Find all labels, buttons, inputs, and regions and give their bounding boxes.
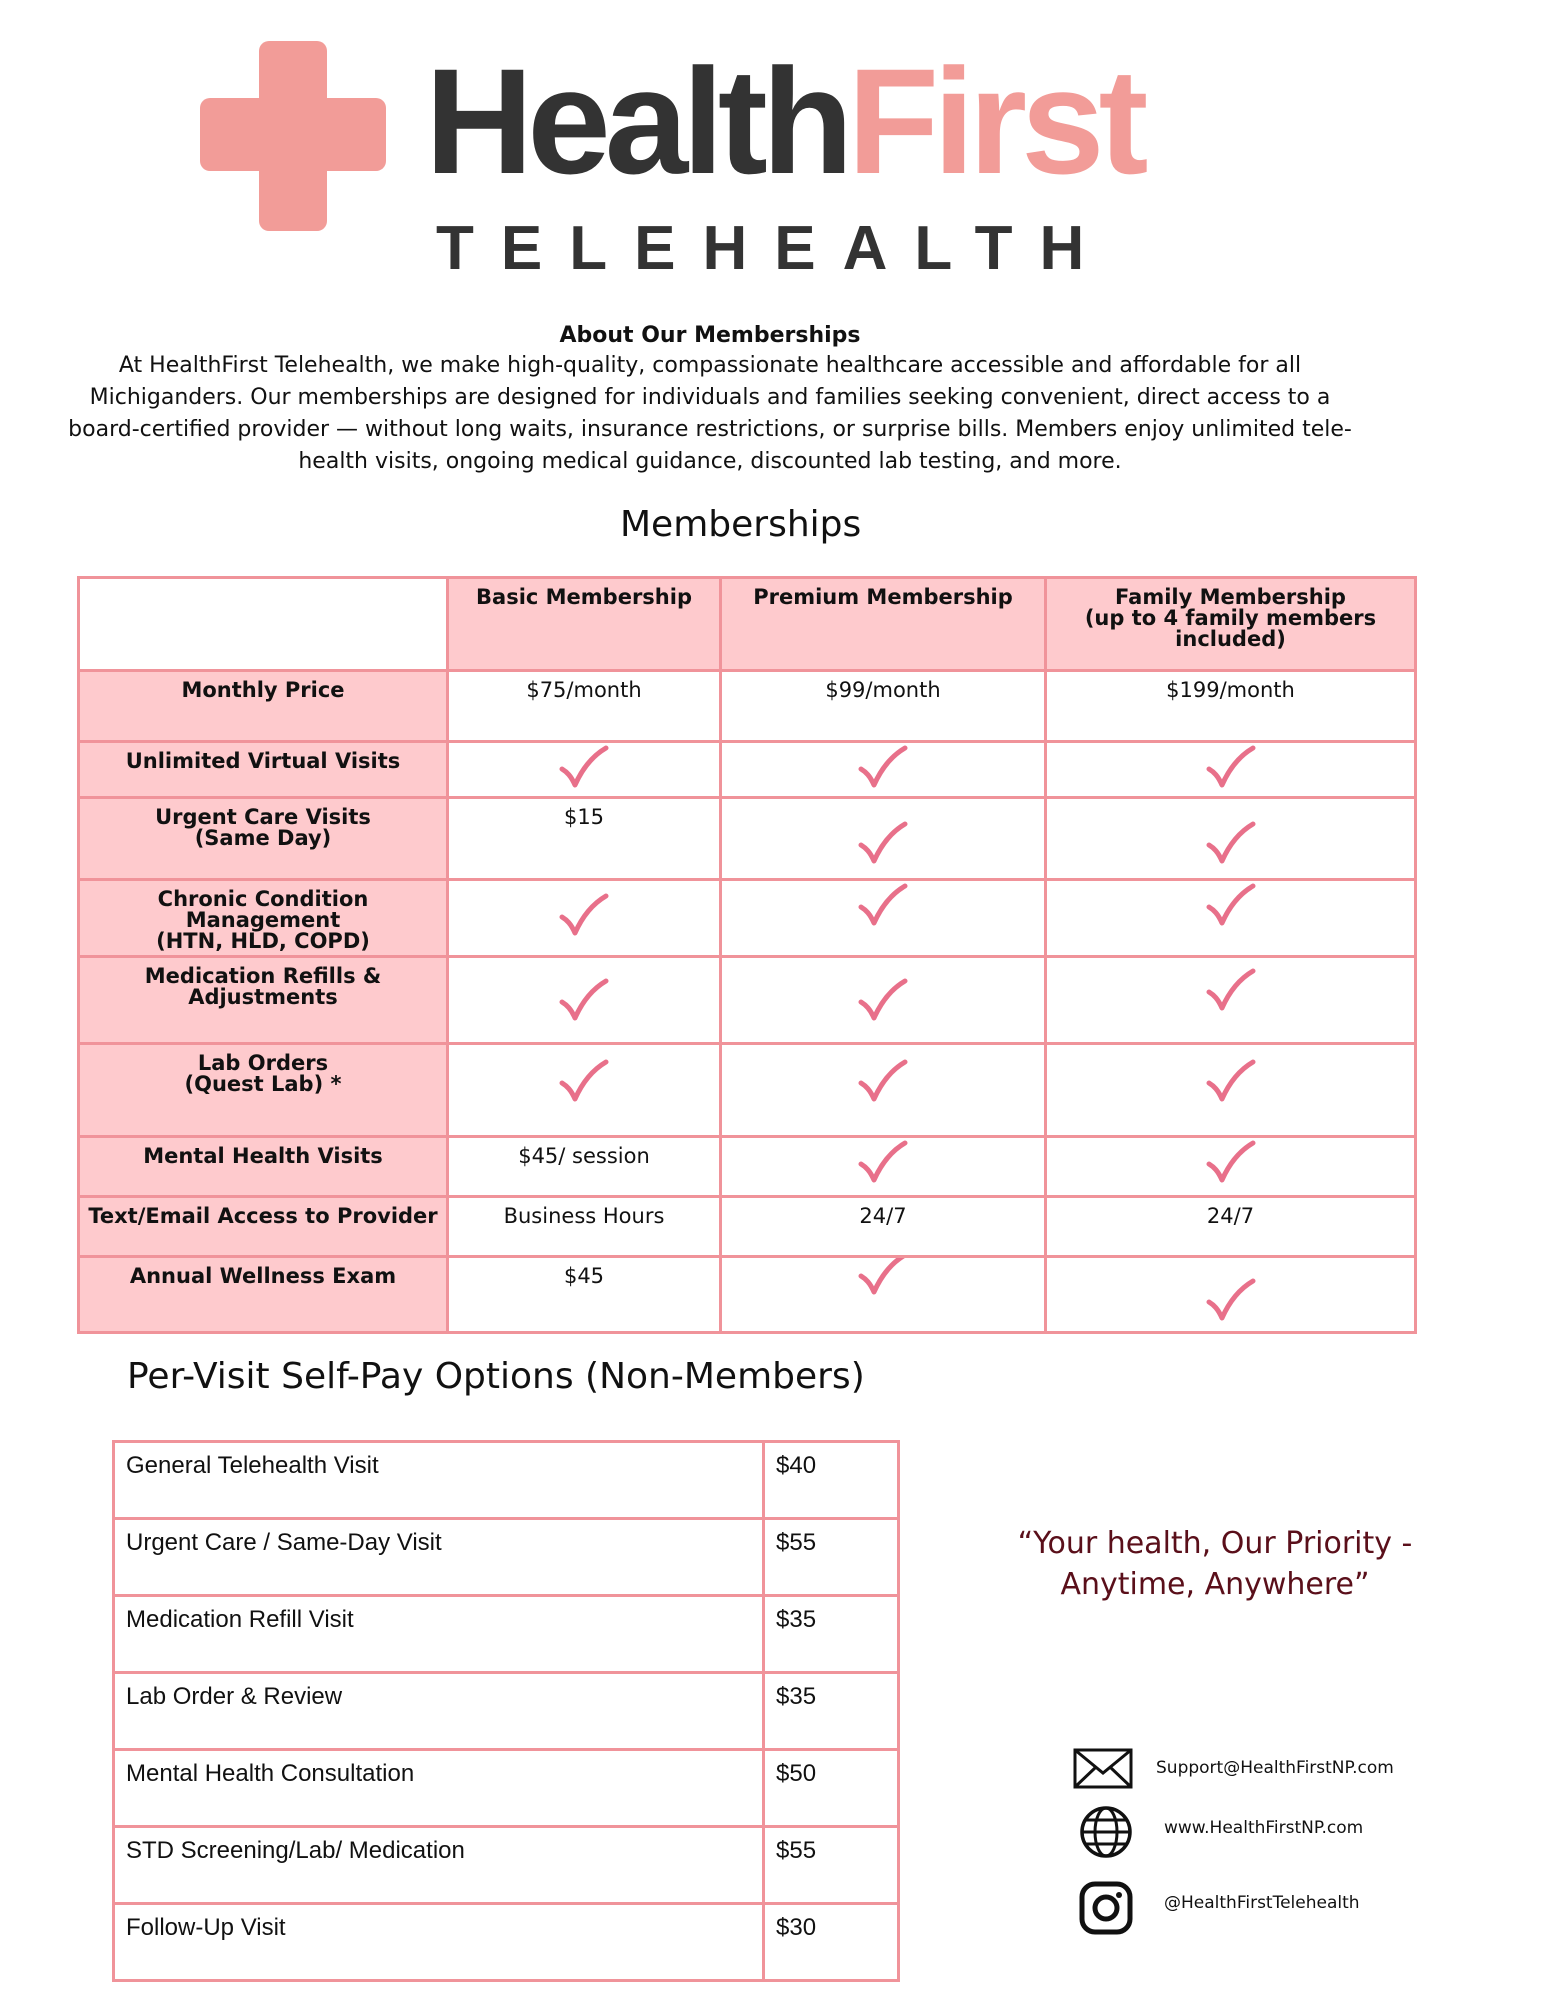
column-header-family: Family Membership (up to 4 family members included) bbox=[1046, 578, 1416, 671]
checkmark-icon bbox=[1205, 968, 1257, 1012]
checkmark-icon bbox=[1205, 821, 1257, 865]
cell-value: $45/ session bbox=[518, 1144, 650, 1168]
checkmark-icon bbox=[1205, 1278, 1257, 1322]
slogan-line-1: “Your health, Our Priority - bbox=[1017, 1526, 1413, 1561]
service-name: Lab Order & Review bbox=[114, 1673, 764, 1750]
table-row bbox=[79, 880, 1416, 957]
website-text[interactable]: www.HealthFirstNP.com bbox=[1164, 1818, 1364, 1838]
envelope-icon bbox=[1072, 1745, 1134, 1791]
cell-value: 24/7 bbox=[1206, 1204, 1255, 1228]
service-price: $55 bbox=[764, 1827, 899, 1904]
table-row bbox=[79, 671, 1416, 742]
table-row bbox=[79, 1137, 1416, 1197]
table-row bbox=[79, 1197, 1416, 1257]
brand-name-first: First bbox=[847, 37, 1143, 205]
cell-family bbox=[1046, 671, 1416, 742]
service-name: STD Screening/Lab/ Medication bbox=[114, 1827, 764, 1904]
cell-value: $75/month bbox=[526, 678, 642, 702]
checkmark-icon bbox=[1205, 745, 1257, 789]
self-pay-title: Per-Visit Self-Pay Options (Non-Members) bbox=[127, 1356, 865, 1397]
price-row bbox=[114, 1442, 899, 1519]
slogan-quote bbox=[990, 1523, 1440, 1605]
cell-premium bbox=[721, 798, 1046, 880]
logo bbox=[0, 0, 1545, 290]
table-corner-cell bbox=[79, 578, 448, 671]
row-label: Monthly Price bbox=[79, 671, 448, 742]
table-row bbox=[79, 1044, 1416, 1137]
slogan-line-2: Anytime, Anywhere” bbox=[1060, 1567, 1370, 1602]
cell-premium bbox=[721, 1044, 1046, 1137]
cell-basic bbox=[448, 798, 721, 880]
checkmark-icon bbox=[857, 883, 909, 927]
checkmark-icon bbox=[558, 893, 610, 937]
cell-premium bbox=[721, 957, 1046, 1044]
checkmark-icon bbox=[1205, 883, 1257, 927]
contact-website[interactable] bbox=[1072, 1804, 1492, 1864]
service-name: Follow-Up Visit bbox=[114, 1904, 764, 1981]
cell-family bbox=[1046, 798, 1416, 880]
checkmark-icon bbox=[857, 1257, 909, 1297]
service-name: General Telehealth Visit bbox=[114, 1442, 764, 1519]
row-label: Lab Orders (Quest Lab) * bbox=[79, 1044, 448, 1137]
cell-premium bbox=[721, 671, 1046, 742]
cell-basic bbox=[448, 742, 721, 798]
row-label: Unlimited Virtual Visits bbox=[79, 742, 448, 798]
cell-premium bbox=[721, 1137, 1046, 1197]
brand-tagline: TELEHEALTH bbox=[436, 214, 1112, 283]
cell-value: $199/month bbox=[1166, 678, 1295, 702]
about-title: About Our Memberships bbox=[559, 323, 861, 348]
checkmark-icon bbox=[558, 978, 610, 1022]
cell-family bbox=[1046, 880, 1416, 957]
checkmark-icon bbox=[558, 745, 610, 789]
cell-basic bbox=[448, 1257, 721, 1333]
checkmark-icon bbox=[857, 745, 909, 789]
table-row bbox=[79, 1257, 1416, 1333]
cell-family bbox=[1046, 1137, 1416, 1197]
brand-name-health: Health bbox=[425, 37, 848, 205]
cell-value: $45 bbox=[563, 1264, 605, 1288]
price-row bbox=[114, 1750, 899, 1827]
service-price: $35 bbox=[764, 1596, 899, 1673]
table-row bbox=[79, 798, 1416, 880]
row-label: Annual Wellness Exam bbox=[79, 1257, 448, 1333]
cell-basic bbox=[448, 1197, 721, 1257]
table-row bbox=[79, 957, 1416, 1044]
cell-premium bbox=[721, 880, 1046, 957]
table-header-row bbox=[79, 578, 1416, 671]
cell-value: $99/month bbox=[825, 678, 941, 702]
service-name: Urgent Care / Same-Day Visit bbox=[114, 1519, 764, 1596]
row-label: Chronic Condition Management (HTN, HLD, COPD) bbox=[79, 880, 448, 957]
checkmark-icon bbox=[558, 1059, 610, 1103]
cell-family bbox=[1046, 1197, 1416, 1257]
cell-family bbox=[1046, 742, 1416, 798]
contact-email[interactable] bbox=[1072, 1745, 1492, 1805]
table-row bbox=[79, 742, 1416, 798]
cell-family bbox=[1046, 1044, 1416, 1137]
cell-basic bbox=[448, 671, 721, 742]
checkmark-icon bbox=[857, 821, 909, 865]
cell-premium bbox=[721, 1197, 1046, 1257]
instagram-icon bbox=[1078, 1880, 1138, 1940]
cell-basic bbox=[448, 1044, 721, 1137]
cell-basic bbox=[448, 1137, 721, 1197]
service-price: $40 bbox=[764, 1442, 899, 1519]
cell-value: 24/7 bbox=[859, 1204, 907, 1228]
price-row bbox=[114, 1519, 899, 1596]
price-row bbox=[114, 1827, 899, 1904]
price-row bbox=[114, 1904, 899, 1981]
checkmark-icon bbox=[1205, 1059, 1257, 1103]
memberships-title: Memberships bbox=[620, 504, 862, 545]
cell-value: $15 bbox=[563, 805, 605, 829]
column-header-basic: Basic Membership bbox=[448, 578, 721, 671]
service-price: $50 bbox=[764, 1750, 899, 1827]
cell-family bbox=[1046, 1257, 1416, 1333]
row-label: Mental Health Visits bbox=[79, 1137, 448, 1197]
price-row bbox=[114, 1596, 899, 1673]
service-price: $35 bbox=[764, 1673, 899, 1750]
cell-premium bbox=[721, 742, 1046, 798]
checkmark-icon bbox=[857, 1140, 909, 1184]
service-name: Medication Refill Visit bbox=[114, 1596, 764, 1673]
service-price: $55 bbox=[764, 1519, 899, 1596]
about-body: At HealthFirst Telehealth, we make high-quality, compassionate healthcare accessible and affordable for all Michiganders. Our memberships are designed for individuals and families seeking convenient, direct access to a board-certified provider — without long waits, insurance restrictions, or surprise bills. Members enjoy unlimited tele-health visits, ongoing medical guidance, discounted lab testing, and more. bbox=[68, 353, 1352, 474]
cell-family bbox=[1046, 957, 1416, 1044]
price-row bbox=[114, 1673, 899, 1750]
service-name: Mental Health Consultation bbox=[114, 1750, 764, 1827]
instagram-text[interactable]: @HealthFirstTelehealth bbox=[1164, 1893, 1360, 1913]
brand-wordmark bbox=[425, 37, 1143, 205]
checkmark-icon bbox=[857, 1059, 909, 1103]
membership-table bbox=[77, 576, 1417, 1334]
checkmark-icon bbox=[857, 978, 909, 1022]
row-label: Medication Refills & Adjustments bbox=[79, 957, 448, 1044]
cell-basic bbox=[448, 957, 721, 1044]
cell-basic bbox=[448, 880, 721, 957]
checkmark-icon bbox=[1205, 1140, 1257, 1184]
medical-cross-icon-bar bbox=[200, 98, 386, 171]
contact-instagram[interactable] bbox=[1072, 1880, 1492, 1940]
self-pay-table bbox=[112, 1440, 900, 1982]
service-price: $30 bbox=[764, 1904, 899, 1981]
column-header-premium: Premium Membership bbox=[721, 578, 1046, 671]
cell-value: Business Hours bbox=[503, 1204, 665, 1228]
email-text[interactable]: Support@HealthFirstNP.com bbox=[1156, 1758, 1394, 1778]
globe-icon bbox=[1078, 1804, 1138, 1864]
row-label: Text/Email Access to Provider bbox=[79, 1197, 448, 1257]
cell-premium bbox=[721, 1257, 1046, 1333]
row-label: Urgent Care Visits (Same Day) bbox=[79, 798, 448, 880]
